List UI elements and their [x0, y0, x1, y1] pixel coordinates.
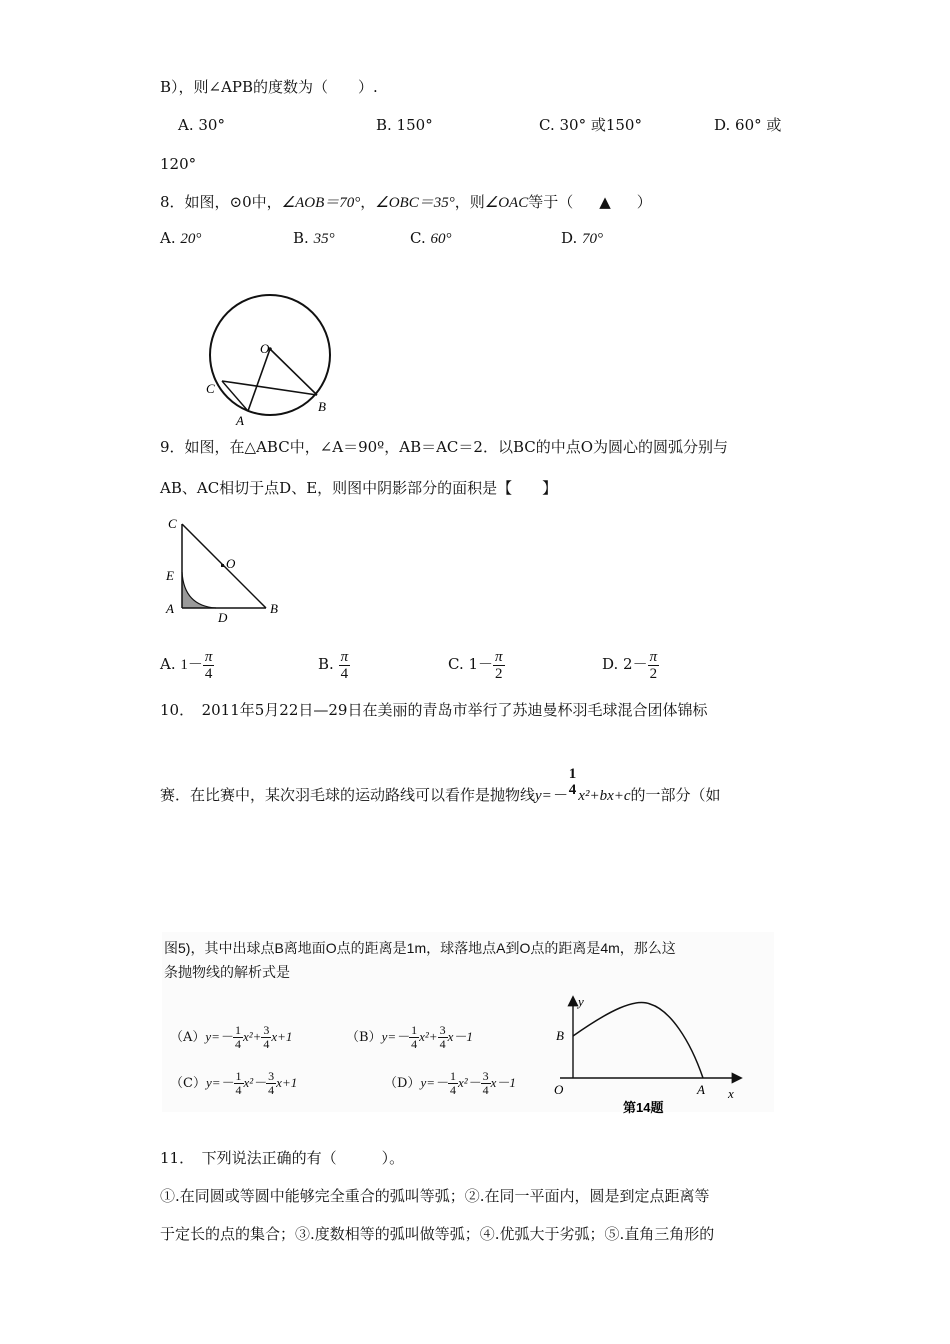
- q8-option-b: B. 35°: [293, 229, 335, 247]
- q8-angle-obc: ∠OBC＝35°: [375, 195, 455, 211]
- q8-stem: 8．如图，⊙0中，∠AOB＝70°，∠OBC＝35°，则∠OAC等于（ ▲ ）: [160, 193, 652, 211]
- q9-stem-line2: AB、AC相切于点D、E，则图中阴影部分的面积是【 】: [160, 479, 558, 497]
- q11-stem: 11． 下列说法正确的有（ ）。: [160, 1149, 405, 1167]
- q8-label-a: A: [236, 413, 244, 427]
- q10-stem-line1: 10． 2011年5月22日—29日在美丽的青岛市举行了苏迪曼杯羽毛球混合团体锦标: [160, 701, 708, 719]
- q10-img-line2: 条抛物线的解析式是: [164, 964, 290, 980]
- q10-parabola-graph: [540, 990, 774, 1120]
- q10-option-d: （D）y=－ $\frac{1}{4}$ x²－ $\frac{3}{4}$ x－1: [384, 1069, 516, 1097]
- q8-close: ）: [636, 193, 652, 211]
- q8-option-d: D. 70°: [561, 229, 604, 247]
- q9-shaded-region: [182, 572, 216, 608]
- q10-parabola-curve: [573, 1002, 703, 1078]
- q9-label-b: B: [270, 601, 278, 616]
- q10-option-c: （C）y=－ $\frac{1}{4}$ x²－ $\frac{3}{4}$ x+1: [170, 1069, 298, 1097]
- q9-label-o: O: [226, 556, 236, 571]
- q8-circle: [210, 295, 330, 415]
- q8-label-b: B: [318, 399, 326, 414]
- q8-prefix: 8．如图，⊙0中，: [160, 193, 282, 211]
- q9-option-a: A. 1－ $\frac{\pi}{4}$: [160, 648, 213, 682]
- q8-circle-figure: [200, 285, 340, 427]
- q8-triangle-mark: ▲: [599, 193, 611, 211]
- q8-option-a: A. 20°: [160, 229, 202, 247]
- q10-option-b: （B）y=－ $\frac{1}{4}$ x²+ $\frac{3}{4}$ x－1: [346, 1023, 473, 1051]
- q10-label-o: O: [554, 1082, 564, 1097]
- q10-label-b: B: [556, 1028, 564, 1043]
- q8-angle-oac: ∠OAC: [484, 195, 529, 211]
- q11-line2: ①.在同圆或等圆中能够完全重合的弧叫等弧；②.在同一平面内，圆是到定点距离等: [160, 1187, 710, 1205]
- q8-label-c: C: [206, 381, 215, 396]
- q10-label-y: y: [578, 994, 584, 1009]
- q7-stem-tail: B），则∠APB的度数为（ ）.: [160, 78, 378, 96]
- q8-label-o: O: [260, 341, 270, 356]
- q7-option-d: D. 60° 或: [714, 116, 782, 134]
- q9-option-b: B. $\frac{\pi}{4}$: [318, 648, 349, 682]
- q10-img-line1: 图5)，其中出球点B离地面O点的距离是1m，球落地点A到O点的距离是4m，那么这: [164, 940, 676, 956]
- q8-suffix: 等于（: [528, 193, 574, 211]
- q9-label-a: A: [166, 601, 174, 616]
- q9-label-c: C: [168, 516, 177, 531]
- q10-option-a: （A）y=－ $\frac{1}{4}$ x²+ $\frac{3}{4}$ x+1: [170, 1023, 293, 1051]
- q9-option-d: D. 2－ $\frac{\pi}{2}$: [602, 648, 658, 682]
- q7-option-b: B. 150°: [376, 116, 433, 134]
- q10-figure-caption: 第14题: [623, 1100, 664, 1115]
- q7-option-a: A. 30°: [178, 116, 225, 134]
- q9-label-e: E: [166, 568, 174, 583]
- q8-middle: ，则: [454, 193, 485, 211]
- q10-stem-line2: 赛．在比赛中，某次羽毛球的运动路线可以看作是抛物线y=－ 1 4 x²+bx+c的一部分（如: [160, 766, 721, 804]
- q10-label-x: x: [728, 1086, 734, 1101]
- q8-option-c: C. 60°: [410, 229, 452, 247]
- q9-stem-line1: 9．如图，在△ABC中，∠A＝90º，AB＝AC＝2．以BC的中点O为圆心的圆弧分别与: [160, 438, 729, 456]
- q8-angle-aob: ∠AOB＝70°: [281, 195, 361, 211]
- q11-line3: 于定长的点的集合；③.度数相等的弧叫做等弧；④.优弧大于劣弧；⑤.直角三角形的: [160, 1225, 715, 1243]
- q9-triangle-figure: [160, 512, 290, 624]
- q10-label-a: A: [697, 1082, 705, 1097]
- q7-option-d-cont: 120°: [160, 155, 197, 173]
- q9-option-c: C. 1－ $\frac{\pi}{2}$: [448, 648, 503, 682]
- q9-label-d: D: [218, 610, 228, 624]
- q7-option-c: C. 30° 或150°: [539, 116, 642, 134]
